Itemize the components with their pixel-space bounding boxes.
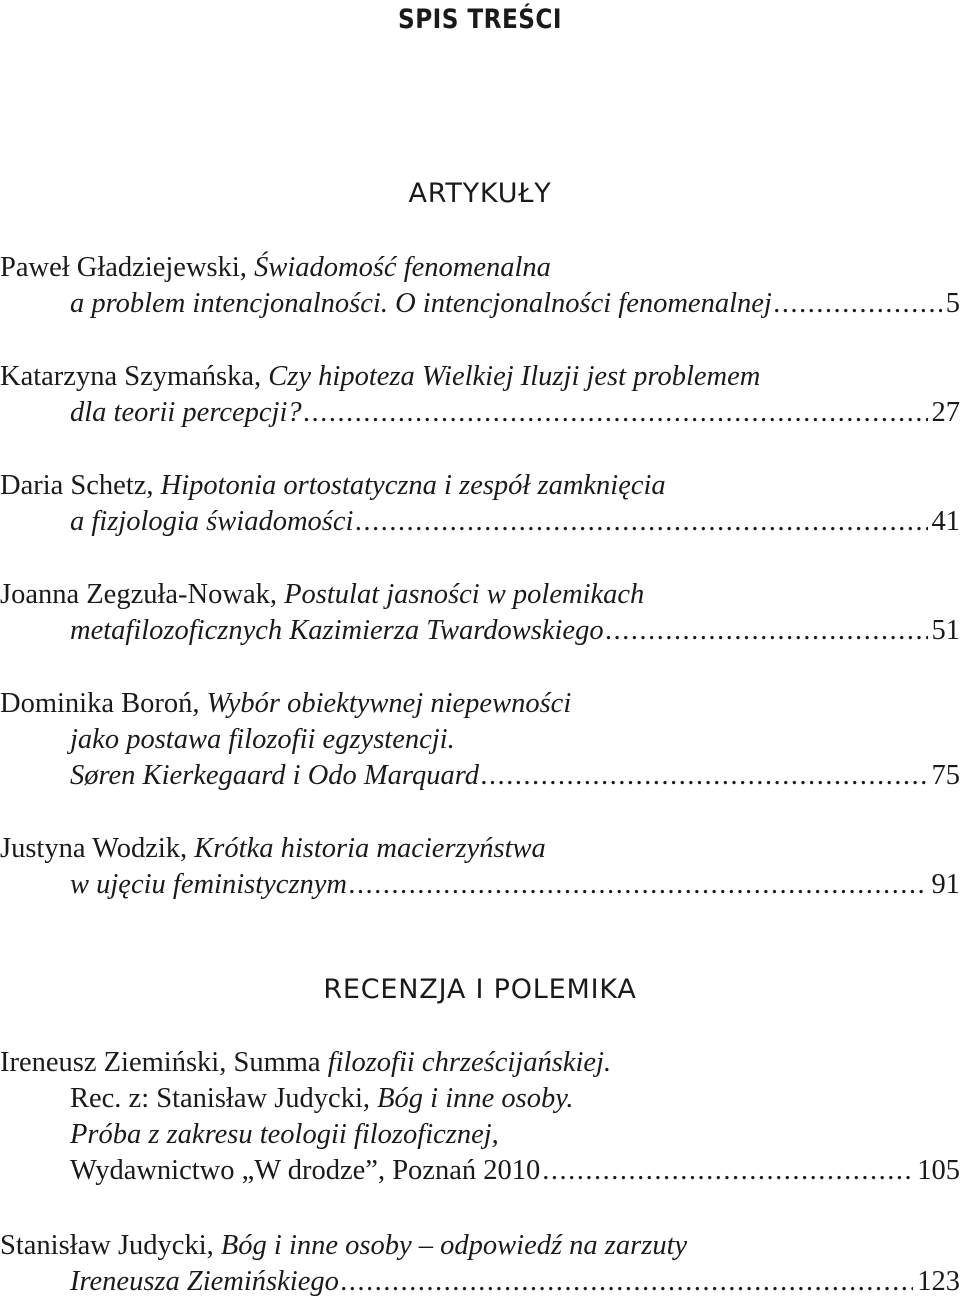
- entry-reviewed-subtitle: Próba z zakresu teologii filozoficznej,: [70, 1119, 499, 1150]
- entry-author: Justyna Wodzik,: [0, 833, 195, 864]
- entry-title-continued: w ujęciu feministycznym: [70, 869, 348, 900]
- toc-entry[interactable]: [0, 468, 960, 540]
- entry-author: Ireneusz Ziemiński, Summa: [0, 1047, 328, 1078]
- entry-author: Daria Schetz,: [0, 470, 161, 501]
- toc-entry[interactable]: [0, 831, 960, 903]
- entry-author: Joanna Zegzuła-Nowak,: [0, 579, 285, 610]
- entry-title: filozofii chrześcijańskiej.: [327, 1047, 612, 1078]
- entry-title: Bóg i inne osoby – odpowiedź na zarzuty: [220, 1230, 688, 1261]
- dot-leader: [542, 1153, 913, 1189]
- page-title: SPIS TREŚCI: [398, 4, 562, 35]
- entry-title: Krótka historia macierzyństwa: [194, 833, 546, 864]
- entry-page-number: 5: [945, 288, 960, 319]
- entry-title: Postulat jasności w polemikach: [284, 579, 645, 610]
- entry-author: Paweł Gładziejewski,: [0, 252, 255, 283]
- dot-leader: [349, 867, 927, 903]
- dot-leader: [341, 1264, 913, 1300]
- entry-title: Hipotonia ortostatyczna i zespół zamknięcia: [160, 470, 666, 501]
- entry-title-continued: metafilozoficznych Kazimierza Twardowskiego: [70, 615, 604, 646]
- entry-page-number: 41: [931, 506, 960, 537]
- entry-page-number: 51: [931, 615, 960, 646]
- entry-title: Czy hipoteza Wielkiej Iluzji jest problemem: [268, 361, 761, 392]
- entry-title-continued: Ireneusza Ziemińskiego: [70, 1266, 339, 1297]
- entry-review-of: Rec. z: Stanisław Judycki,: [70, 1083, 378, 1114]
- toc-entry[interactable]: [0, 577, 960, 649]
- toc-entry[interactable]: [0, 1228, 960, 1300]
- toc-entry[interactable]: [0, 250, 960, 322]
- entry-author: Stanisław Judycki,: [0, 1230, 221, 1261]
- section-title-reviews: RECENZJA I POLEMIKA: [323, 974, 637, 1005]
- toc-entry[interactable]: [0, 686, 960, 794]
- entry-title-continued: Søren Kierkegaard i Odo Marquard: [70, 760, 479, 791]
- entry-reviewed-title: Bóg i inne osoby.: [377, 1083, 574, 1114]
- entry-page-number: 75: [931, 760, 960, 791]
- dot-leader: [606, 613, 928, 649]
- entry-title-continued: jako postawa filozofii egzystencji.: [70, 724, 455, 755]
- toc-entry[interactable]: [0, 359, 960, 431]
- entry-page-number: 123: [917, 1266, 960, 1297]
- entry-author: Dominika Boroń,: [0, 688, 207, 719]
- entry-title-continued: dla teorii percepcji?: [70, 397, 302, 428]
- entry-title: Świadomość fenomenalna: [254, 252, 551, 283]
- section-title-articles: ARTYKUŁY: [408, 178, 552, 209]
- dot-leader: [304, 395, 928, 431]
- entry-title: Wybór obiektywnej niepewności: [206, 688, 572, 719]
- dot-leader: [481, 758, 928, 794]
- entry-page-number: 27: [931, 397, 960, 428]
- dot-leader: [774, 286, 942, 322]
- toc-entry[interactable]: [0, 1045, 960, 1189]
- entry-publisher: Wydawnictwo „W drodze”, Poznań 2010: [70, 1155, 541, 1186]
- dot-leader: [355, 504, 927, 540]
- entry-author: Katarzyna Szymańska,: [0, 361, 269, 392]
- entry-page-number: 105: [917, 1155, 960, 1186]
- entry-title-continued: a problem intencjonalności. O intencjonalności fenomenalnej: [70, 288, 772, 319]
- entry-title-continued: a fizjologia świadomości: [70, 506, 354, 537]
- entry-page-number: 91: [931, 869, 960, 900]
